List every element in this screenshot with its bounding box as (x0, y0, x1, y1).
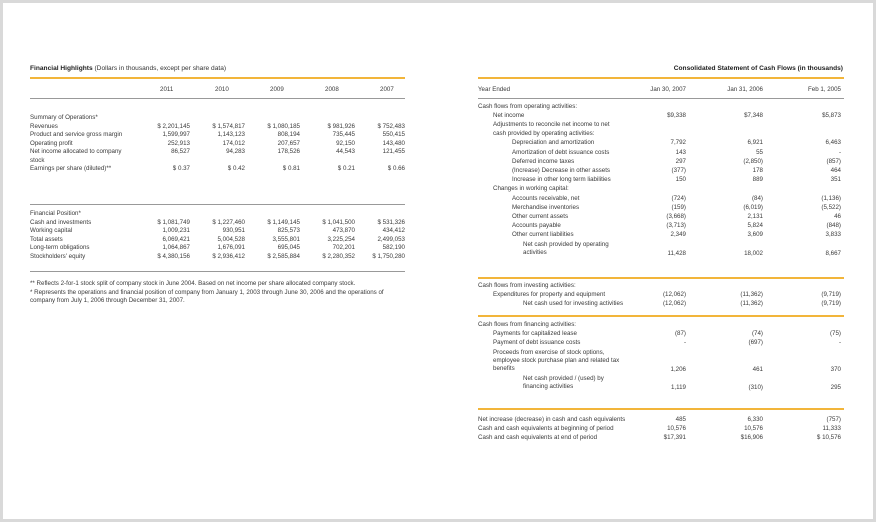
row-label: Revenues (30, 123, 58, 130)
cash-flow-label: Net cash used for investing activities (523, 300, 624, 308)
cell-value: $ 2,585,884 (267, 252, 300, 260)
cash-flow-value: - (838, 339, 841, 347)
cell-value: 473,870 (332, 227, 355, 235)
cash-flow-value: (724) (671, 194, 686, 202)
cell-value: 735,445 (332, 131, 355, 139)
row-label: Product and service gross margin (30, 131, 123, 139)
cell-value: 44,543 (336, 148, 355, 156)
cash-flow-value: 351 (830, 176, 841, 184)
cell-value: 5,004,528 (217, 235, 245, 243)
cell-value: $ 0.81 (282, 165, 300, 173)
cell-value: 143,480 (382, 139, 405, 147)
cash-flow-label: Deferred income taxes (512, 157, 575, 165)
cash-flow-value: (3,668) (666, 213, 686, 220)
cash-flow-label: Cash flows from financing activities: (478, 321, 577, 328)
cell-value: 252,913 (167, 139, 190, 147)
cash-flow-value: - (683, 339, 686, 347)
cell-value: 582,190 (382, 244, 405, 252)
cash-flow-value: (9,719) (821, 300, 841, 308)
cash-flow-value: (11,362) (740, 300, 763, 308)
cash-flow-value: (159) (671, 203, 686, 211)
table-row (30, 253, 405, 261)
cash-flow-value: (87) (674, 330, 686, 338)
cell-value: 434,412 (382, 227, 405, 235)
row-label: Working capital (30, 227, 73, 235)
cash-flow-row (478, 139, 876, 148)
cell-value: 92,150 (336, 139, 355, 147)
cash-flow-row (478, 213, 876, 222)
cell-value: 825,573 (277, 227, 300, 235)
cell-value: $ 2,936,412 (212, 252, 245, 260)
cash-flow-row (478, 321, 876, 330)
report-spread (3, 3, 873, 519)
cell-value: $ 1,041,500 (322, 219, 355, 226)
cash-flow-value: (74) (751, 330, 763, 338)
cash-flow-value: 6,921 (747, 139, 763, 147)
cash-flow-value: - (838, 148, 841, 156)
cash-flow-value: (3,713) (666, 222, 686, 230)
cell-value: 808,194 (277, 131, 300, 139)
cash-flow-row (478, 103, 876, 112)
table-row (30, 227, 405, 235)
cell-value: $ 1,149,145 (267, 219, 300, 226)
cash-flow-value: (848) (826, 222, 841, 230)
cash-flow-value: $7,348 (744, 112, 763, 120)
row-label: Earnings per share (diluted)** (30, 165, 112, 173)
cash-flow-label: Expenditures for property and equipment (493, 291, 606, 299)
summary-of-operations-heading: Summary of Operations* (30, 114, 98, 121)
cash-flow-value: 10,576 (744, 425, 763, 433)
cash-flow-statement-page (441, 3, 873, 519)
cell-value: 3,225,254 (327, 235, 355, 243)
cash-flow-label: Other current liabilities (512, 231, 574, 239)
cash-flow-value: 18,002 (744, 249, 763, 257)
cash-flow-value: (12,062) (662, 291, 686, 299)
cash-flow-label: Net increase (decrease) in cash and cash equivalents (478, 416, 626, 423)
cash-flow-label: Cash and cash equivalents at end of period (478, 434, 598, 442)
cash-flow-value: 370 (830, 365, 841, 373)
financial-position-table (30, 219, 405, 261)
cash-flow-value: 464 (830, 167, 841, 174)
cash-flow-label: Net cash provided / (used) by financing activities (523, 374, 604, 390)
cash-flow-label: Payment of debt issuance costs (493, 339, 581, 347)
cash-flow-row (478, 176, 876, 185)
row-label: Net income allocated to company stock (30, 148, 122, 164)
table-row (30, 123, 405, 131)
year-header-2007: 2007 (380, 86, 394, 93)
cell-value: 121,455 (382, 148, 405, 156)
cash-flow-row (478, 149, 876, 158)
cash-flow-label: Cash and cash equivalents at beginning of period (478, 425, 614, 433)
table-bottom-divider (30, 271, 405, 272)
cell-value: 1,064,867 (162, 244, 190, 252)
cash-flow-value: $ 10,576 (816, 434, 841, 442)
cash-flow-value: 46 (834, 213, 841, 220)
cash-flow-title-rule (478, 77, 844, 79)
cash-flow-label: Adjustments to reconcile net income to net cash provided by operating activities: (493, 121, 610, 137)
cell-value: 1,143,123 (217, 131, 245, 139)
cash-flow-value: 6,463 (825, 139, 841, 147)
cell-value: 178,526 (277, 148, 300, 156)
cash-flow-value: 3,833 (825, 231, 841, 239)
row-label: Total assets (30, 235, 63, 243)
cash-flow-row (478, 185, 876, 194)
cash-flow-value: 485 (675, 416, 686, 423)
cash-flow-value: 7,792 (670, 139, 686, 147)
cell-value: $ 2,280,352 (322, 252, 355, 260)
cash-flow-value: 297 (675, 157, 686, 165)
cash-flow-value: (9,719) (821, 291, 841, 299)
cash-flow-row (478, 416, 876, 425)
cash-flow-label: Cash flows from investing activities: (478, 282, 576, 289)
financial-position-heading: Financial Position* (30, 210, 81, 217)
cash-flow-row (478, 300, 876, 309)
cash-flow-row (478, 434, 876, 443)
cash-flow-label: Depreciation and amortization (512, 139, 595, 147)
row-label: Long-term obligations (30, 244, 90, 252)
cash-flow-label: Net cash provided by operating activities (523, 240, 609, 256)
cash-flow-row (478, 339, 876, 348)
cell-value: 1,599,997 (162, 131, 190, 139)
cell-value: 1,676,091 (217, 244, 245, 252)
cell-value: 86,527 (171, 148, 190, 156)
cash-flow-value: (757) (826, 416, 841, 423)
cell-value: $ 0.42 (227, 165, 245, 173)
cash-flow-row (478, 425, 876, 434)
cash-flow-row (478, 349, 876, 375)
cash-flow-value: 295 (830, 383, 841, 391)
year-header-2011: 2011 (160, 86, 174, 93)
cash-flow-value: 143 (675, 148, 686, 156)
row-label: Operating profit (30, 139, 73, 147)
year-header-2010: 2010 (215, 86, 229, 93)
cash-flow-value: 889 (752, 176, 763, 184)
cash-flow-row (478, 231, 876, 240)
cash-flow-value: (75) (829, 330, 841, 338)
cash-flow-value: (84) (751, 194, 763, 202)
cash-flow-label: Changes in working capital: (493, 185, 569, 193)
cash-flow-value: (5,522) (821, 203, 841, 211)
cell-value: $ 1,574,817 (212, 123, 245, 130)
cash-flow-value: 1,206 (670, 365, 686, 373)
table-row (30, 131, 405, 139)
cash-flow-value: (857) (826, 157, 841, 165)
cell-value: $ 0.66 (387, 165, 405, 173)
cash-flow-value: (2,850) (743, 157, 763, 165)
cell-value: 695,045 (277, 244, 300, 252)
cash-flow-label: Merchandise inventories (512, 203, 580, 211)
cash-flow-label: Increase in other long term liabilities (512, 176, 611, 184)
cash-flow-row (478, 282, 876, 291)
cash-flow-row (478, 204, 876, 213)
cell-value: 550,415 (382, 131, 405, 139)
cash-flow-row (478, 291, 876, 300)
cell-value: $ 981,926 (327, 123, 355, 130)
cash-flow-title: Consolidated Statement of Cash Flows (in thousands) (673, 65, 843, 72)
cash-flow-value: (11,362) (740, 291, 763, 299)
operating-section-rule (478, 277, 844, 279)
cell-value: 207,657 (277, 139, 300, 147)
cash-flow-value: 8,667 (825, 249, 841, 257)
cash-flow-label: Payments for capitalized lease (493, 330, 577, 338)
cash-flow-header-divider (478, 98, 844, 99)
cell-value: 6,069,421 (162, 235, 190, 243)
cell-value: $ 752,483 (377, 123, 405, 130)
cash-flow-row (478, 167, 876, 176)
section-divider (30, 204, 405, 205)
cell-value: 702,201 (332, 244, 355, 252)
year-ended-label: Year Ended (478, 86, 511, 93)
cell-value: $ 1,080,185 (267, 123, 300, 130)
cash-flow-value: (377) (671, 167, 686, 174)
footnote-stock-split: ** Reflects 2-for-1 stock split of company stock in June 2004. Based on net income per share allocated company stock. (30, 280, 356, 287)
cell-value: $ 1,081,749 (157, 219, 190, 226)
cash-flow-value: 2,349 (670, 231, 686, 239)
financial-highlights-title: Financial Highlights (Dollars in thousands, except per share data) (30, 65, 227, 72)
financial-highlights-page (3, 3, 441, 519)
cash-flow-value: 1,119 (670, 383, 686, 391)
financing-section-rule (478, 408, 844, 410)
cell-value: 1,009,231 (162, 227, 190, 235)
cash-flow-label: Accounts receivable, net (512, 194, 580, 202)
cell-value: $ 4,380,156 (157, 252, 190, 260)
cash-flow-value: 461 (752, 365, 763, 373)
cash-flow-value: $16,906 (740, 434, 763, 442)
cell-value: 3,555,801 (272, 235, 300, 243)
cash-flow-value: (697) (748, 339, 763, 347)
cash-flow-row (478, 330, 876, 339)
cash-flow-label: Proceeds from exercise of stock options, employee stock purchase plan and related tax benefits (493, 348, 620, 373)
header-divider (30, 98, 405, 99)
cash-flow-value: (6,019) (743, 203, 763, 211)
table-row (30, 148, 405, 165)
cash-flow-row (478, 241, 876, 259)
year-header-2009: 2009 (270, 86, 284, 93)
cash-flow-label: Cash flows from operating activities: (478, 103, 578, 110)
cash-flow-row (478, 121, 876, 139)
table-row (30, 140, 405, 148)
cash-flow-value: 11,428 (667, 249, 686, 257)
table-row (30, 219, 405, 227)
cash-flow-row (478, 195, 876, 204)
cash-flow-value: 5,824 (747, 222, 763, 230)
cash-flow-value: (12,062) (662, 300, 686, 308)
cash-flow-value: 150 (675, 176, 686, 184)
cash-flow-label: (Increase) Decrease in other assets (512, 167, 611, 174)
cell-value: 174,012 (222, 139, 245, 147)
cash-flow-value: $5,873 (822, 112, 841, 120)
cash-flow-value: 55 (756, 148, 763, 156)
cash-flow-value: (1,136) (821, 194, 841, 202)
summary-of-operations-table (30, 123, 405, 173)
year-header-2008: 2008 (325, 86, 339, 93)
table-row (30, 236, 405, 244)
cash-flow-value: 178 (752, 167, 763, 174)
cash-flow-label: Accounts payable (512, 222, 561, 230)
cash-flow-row (478, 158, 876, 167)
cash-flow-row (478, 112, 876, 121)
col-header-jan-30-2007: Jan 30, 2007 (650, 86, 686, 93)
cash-flow-label: Amortization of debt issuance costs (512, 148, 610, 156)
cash-flow-value: 10,576 (667, 425, 686, 433)
investing-section-rule (478, 315, 844, 317)
cash-flow-value: $9,338 (667, 112, 686, 120)
cell-value: $ 1,227,460 (212, 219, 245, 226)
cell-value: $ 0.37 (172, 165, 190, 173)
cell-value: 94,283 (226, 148, 245, 156)
cell-value: $ 1,750,280 (372, 252, 405, 260)
cell-value: $ 2,201,145 (157, 123, 190, 130)
row-label: Stockholders' equity (30, 252, 86, 260)
cash-flow-value: 3,609 (747, 231, 763, 239)
table-row (30, 165, 405, 173)
cell-value: 2,499,053 (377, 235, 405, 243)
col-header-jan-31-2006: Jan 31, 2006 (727, 86, 763, 93)
cell-value: $ 0.21 (337, 165, 355, 173)
table-row (30, 244, 405, 252)
footnote-operations-period: * Represents the operations and financial position of company from January 1, 2003 through June 30, 2006 and the operations of company from July 1, 2006 through December 31, 2007. (30, 289, 384, 305)
cash-flow-value: 6,330 (747, 416, 763, 423)
cell-value: 930,951 (222, 227, 245, 235)
title-rule (30, 77, 405, 79)
cell-value: $ 531,326 (377, 219, 405, 226)
cash-flow-label: Net income (493, 112, 525, 120)
cash-flow-label: Other current assets (512, 213, 569, 220)
col-header-feb-1-2005: Feb 1, 2005 (807, 86, 841, 93)
cash-flow-value: (310) (748, 383, 763, 391)
cash-flow-value: $17,391 (663, 434, 686, 442)
cash-flow-row (478, 222, 876, 231)
cash-flow-value: 11,333 (822, 425, 841, 433)
row-label: Cash and investments (30, 219, 92, 226)
cash-flow-value: 2,131 (747, 213, 763, 220)
cash-flow-row (478, 375, 876, 393)
